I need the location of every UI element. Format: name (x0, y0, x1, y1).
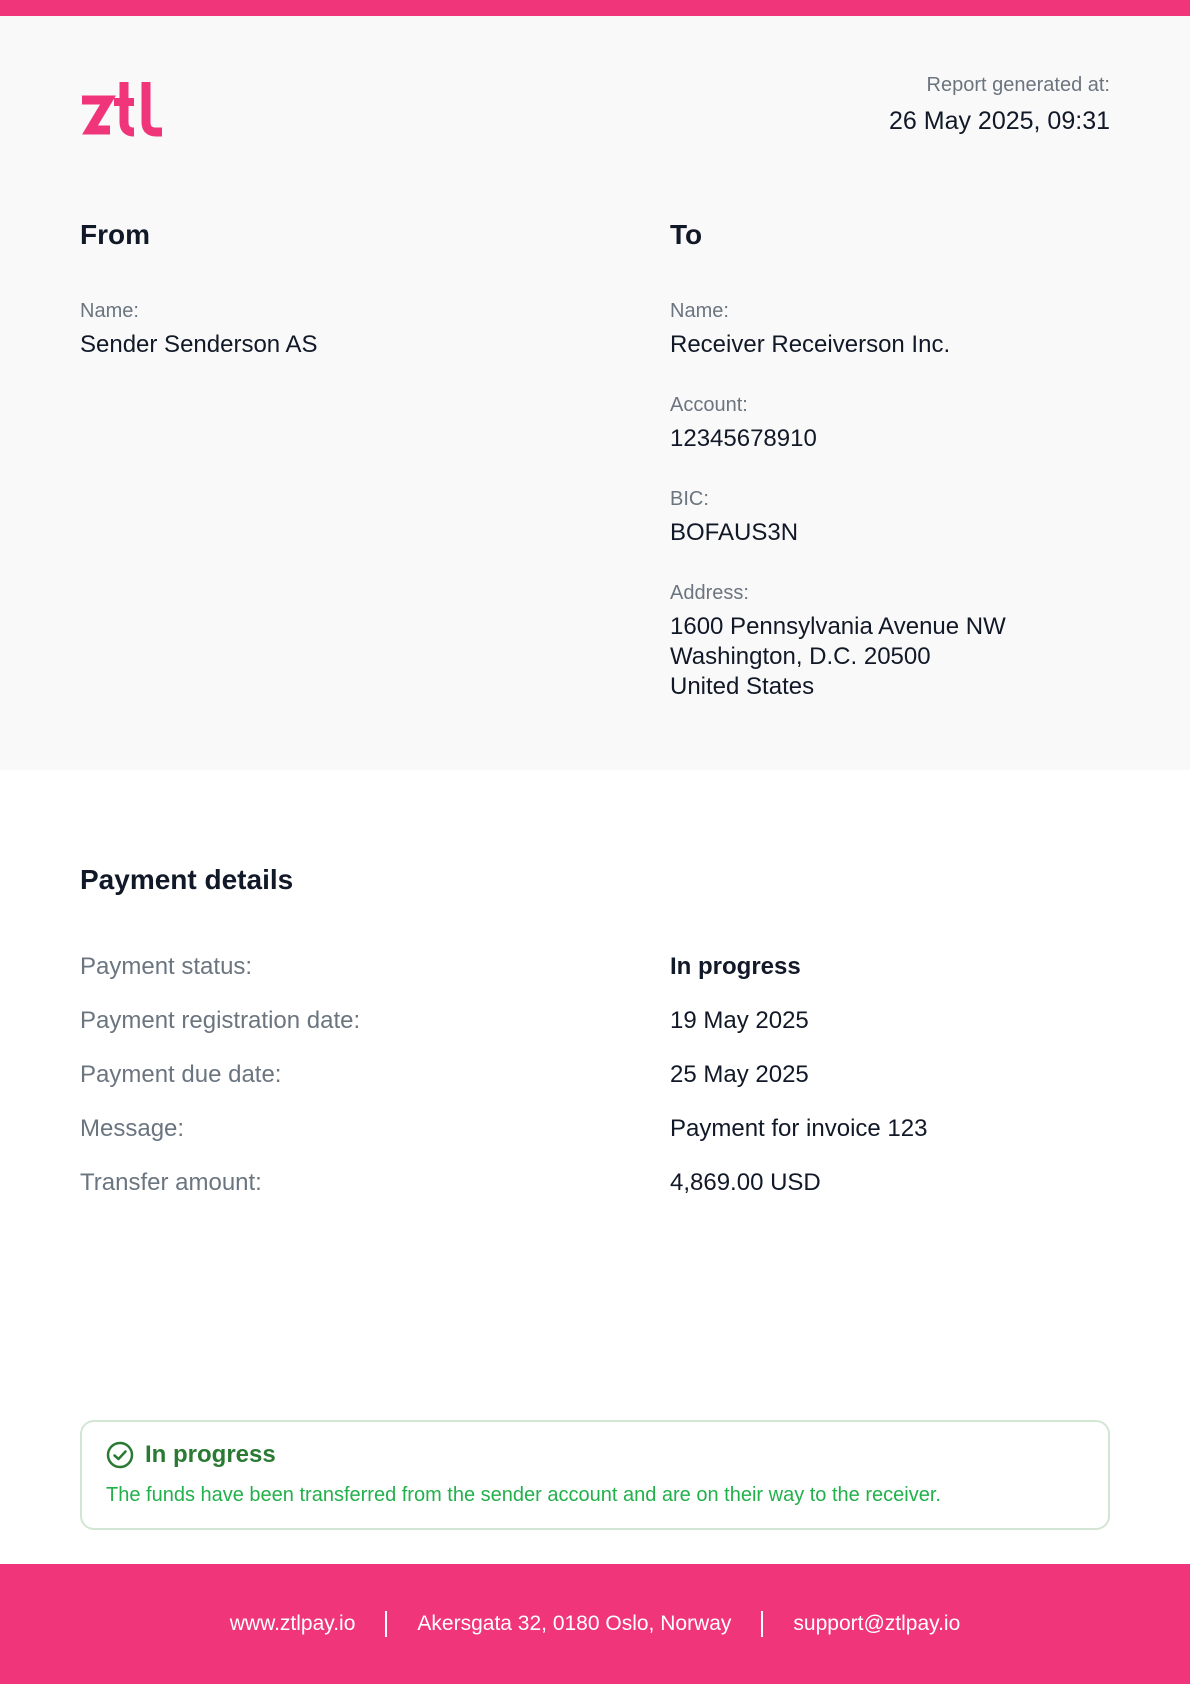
status-banner-header (106, 1438, 1084, 1472)
ztl-logo (80, 78, 164, 142)
payment-value: 19 May 2025 (670, 1007, 809, 1034)
payment-value: 25 May 2025 (670, 1061, 809, 1088)
footer-email-link[interactable]: support@ztlpay.io (793, 1612, 961, 1635)
from-name-field (80, 298, 540, 360)
footer-address: Akersgata 32, 0180 Oslo, Norway (417, 1612, 732, 1635)
report-label: Report generated at: (926, 74, 1110, 96)
to-name-value: Receiver Receiverson Inc. (670, 331, 951, 358)
payment-details-title: Payment details (80, 864, 294, 895)
payment-label: Payment registration date: (80, 1007, 361, 1034)
to-account-value: 12345678910 (670, 425, 817, 452)
to-name-field (670, 298, 1130, 360)
to-bic-label: BIC: (670, 488, 709, 510)
from-title: From (80, 219, 150, 250)
report-value: 26 May 2025, 09:31 (889, 107, 1110, 135)
payment-row-registration-date (80, 994, 1110, 1048)
to-section (670, 218, 1130, 702)
payment-row-due-date (80, 1048, 1110, 1102)
to-account-field (670, 392, 1130, 454)
to-address-value (670, 612, 1130, 702)
from-name-label: Name: (80, 300, 139, 322)
status-banner-title: In progress (145, 1441, 276, 1468)
payment-status-value: In progress (670, 953, 801, 980)
to-bic-value: BOFAUS3N (670, 519, 799, 546)
status-banner (80, 1420, 1110, 1530)
payment-label: Message: (80, 1115, 185, 1142)
payment-label: Payment status: (80, 953, 253, 980)
payment-row-message (80, 1102, 1110, 1156)
payment-value: Payment for invoice 123 (670, 1115, 928, 1142)
payment-label: Payment due date: (80, 1061, 282, 1088)
address-line: Washington, D.C. 20500 (670, 643, 931, 670)
payment-value: 4,869.00 USD (670, 1169, 821, 1196)
from-section (80, 218, 540, 360)
check-circle-icon (106, 1441, 134, 1469)
payment-label: Transfer amount: (80, 1169, 262, 1196)
to-bic-field (670, 486, 1130, 548)
payment-rows (80, 940, 1110, 1210)
payment-row-status (80, 940, 1110, 994)
report-generated (889, 72, 1110, 138)
top-accent-bar (0, 0, 1190, 16)
footer (0, 1564, 1190, 1684)
payment-row-amount (80, 1156, 1110, 1210)
to-address-field (670, 580, 1130, 702)
from-name-value: Sender Senderson AS (80, 331, 318, 358)
status-banner-description: The funds have been transferred from the sender account and are on their way to the receiver. (106, 1484, 941, 1506)
to-address-label: Address: (670, 582, 749, 604)
footer-website-link[interactable]: www.ztlpay.io (229, 1612, 356, 1635)
to-name-label: Name: (670, 300, 729, 322)
address-line: United States (670, 673, 815, 700)
address-line: 1600 Pennsylvania Avenue NW (670, 613, 1006, 640)
to-account-label: Account: (670, 394, 748, 416)
to-title: To (670, 219, 703, 250)
payment-details-section (80, 860, 1110, 1210)
